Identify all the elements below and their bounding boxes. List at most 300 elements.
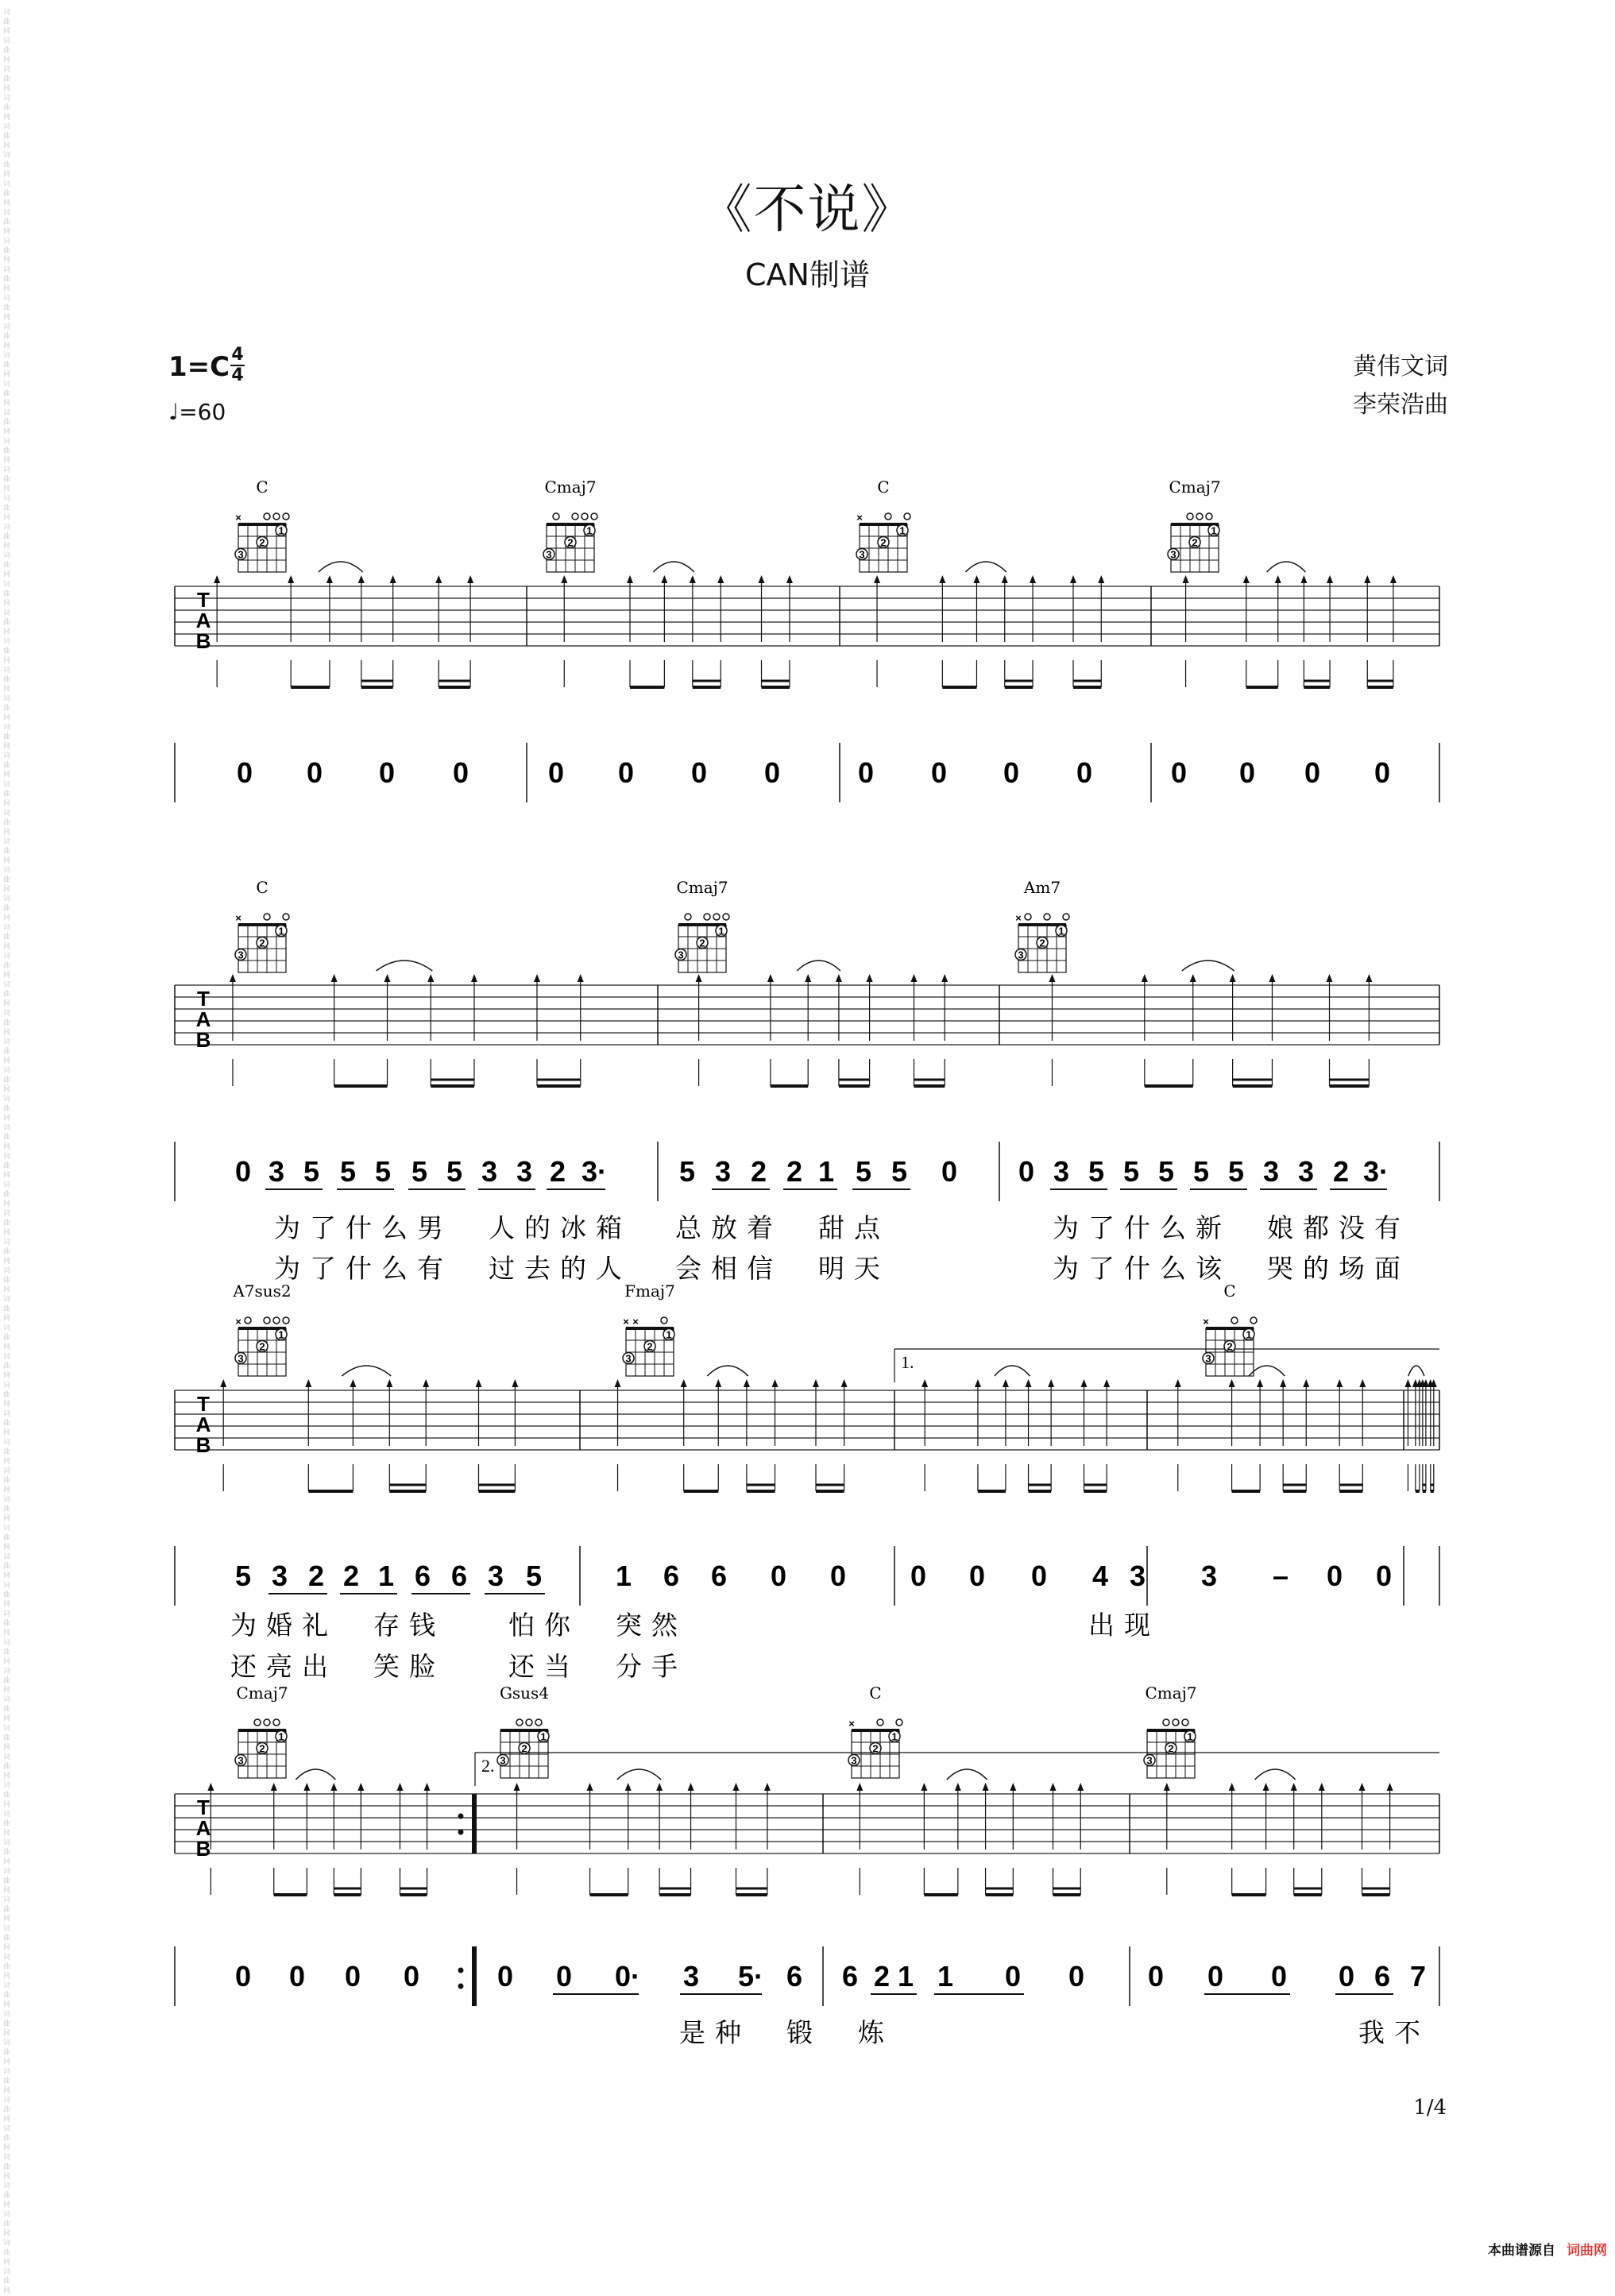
jianpu-note: 2 xyxy=(786,1155,803,1188)
open-string-marker xyxy=(283,914,289,920)
muted-string-marker: × xyxy=(235,912,241,924)
strum-arrow xyxy=(1098,575,1104,583)
jianpu-note: 6 xyxy=(786,1960,803,1993)
jianpu-note: 7 xyxy=(1409,1960,1427,1993)
time-signature-top: 4 xyxy=(231,345,244,365)
tie-arc xyxy=(319,562,363,572)
tie-arc xyxy=(995,1366,1030,1376)
music-system-1 xyxy=(175,562,1439,802)
jianpu-note: 6 xyxy=(710,1560,728,1592)
lyric-line: 为了什么有 过去的人 xyxy=(274,1253,632,1284)
strum-arrow xyxy=(1257,1379,1263,1387)
jianpu-note: 0 xyxy=(829,1560,847,1592)
strum-arrow xyxy=(661,575,667,583)
jianpu-note: 2 xyxy=(549,1155,566,1188)
music-system-3 xyxy=(175,1349,1439,1682)
chord-diagram-am7 xyxy=(1015,878,1069,972)
strum-arrow xyxy=(813,1379,819,1387)
jianpu-note: 0 xyxy=(1238,756,1256,789)
tab-clef-a: A xyxy=(195,609,211,632)
jianpu-note: 3 xyxy=(271,1560,288,1592)
strum-arrow xyxy=(271,1783,277,1791)
jianpu-note: 1 xyxy=(937,1960,954,1993)
strum-arrow xyxy=(397,1783,404,1791)
strum-arrow xyxy=(836,974,842,982)
song-title: 《不说》 xyxy=(699,179,916,240)
strum-arrow xyxy=(424,1783,431,1791)
chord-name-label: Cmaj7 xyxy=(544,477,597,497)
jianpu-note: 3 xyxy=(682,1960,700,1993)
open-string-marker xyxy=(723,914,729,920)
strum-arrow xyxy=(1003,1379,1009,1387)
strum-arrow xyxy=(975,1379,981,1387)
lyric-line: 为了什么该 哭的场面 xyxy=(1053,1253,1410,1284)
muted-string-marker: × xyxy=(856,512,863,524)
jianpu-note: 5 xyxy=(1157,1155,1175,1188)
finger-number: 3 xyxy=(1205,1352,1211,1365)
tempo-marking: ♩=60 xyxy=(168,399,226,425)
strum-arrow xyxy=(911,974,918,982)
strum-arrow xyxy=(1164,1783,1170,1791)
strum-arrow xyxy=(1183,575,1189,583)
tab-clef-b: B xyxy=(195,1837,211,1861)
tie-arc xyxy=(377,961,433,971)
muted-string-marker: × xyxy=(1203,1316,1209,1328)
open-string-marker xyxy=(553,513,559,520)
tab-clef-a: A xyxy=(195,1413,211,1436)
finger-number: 2 xyxy=(880,536,887,549)
jianpu-note: 0 xyxy=(930,756,948,789)
finger-number: 2 xyxy=(521,1742,527,1755)
jianpu-note: 3 xyxy=(1129,1560,1146,1592)
jianpu-note: 0 xyxy=(1375,1560,1393,1592)
jianpu-note: 2 xyxy=(750,1155,767,1188)
muted-string-marker: × xyxy=(235,512,241,524)
strum-arrow xyxy=(627,575,633,583)
open-string-marker xyxy=(581,513,588,520)
open-string-marker xyxy=(591,513,597,520)
tab-clef-t: T xyxy=(197,1795,210,1819)
strum-arrow xyxy=(1280,1379,1286,1387)
finger-number: 1 xyxy=(718,925,724,937)
open-string-marker xyxy=(264,1719,270,1726)
strum-arrow xyxy=(305,1379,311,1387)
strum-arrow xyxy=(786,575,793,583)
jianpu-note: 0 xyxy=(1018,1155,1035,1188)
lyric-line: 为了什么男 人的冰箱 xyxy=(274,1212,632,1243)
finger-number: 2 xyxy=(872,1742,879,1755)
open-string-marker xyxy=(904,513,910,520)
strum-arrow xyxy=(1050,1783,1057,1791)
strum-arrow xyxy=(921,1379,928,1387)
finger-number: 1 xyxy=(540,1730,547,1743)
muted-string-marker: × xyxy=(848,1718,855,1730)
chord-name-label: C xyxy=(1223,1281,1236,1301)
finger-number: 2 xyxy=(567,536,574,549)
finger-number: 3 xyxy=(238,1352,244,1365)
open-string-marker xyxy=(526,1719,532,1726)
strum-arrow xyxy=(1229,1379,1235,1387)
jianpu-note: 5 xyxy=(525,1560,543,1592)
tie-arc xyxy=(1408,1366,1424,1376)
jianpu-note: 5 xyxy=(855,1155,872,1188)
strum-arrow xyxy=(1077,1783,1084,1791)
strum-arrow xyxy=(534,974,540,982)
strum-arrow xyxy=(476,1379,482,1387)
finger-number: 3 xyxy=(238,548,244,561)
finger-number: 1 xyxy=(278,1328,284,1341)
jianpu-note: 0 xyxy=(496,1960,514,1993)
tie-arc xyxy=(797,961,840,971)
source-footer-brand: 词曲网 xyxy=(1567,2243,1607,2259)
strum-arrow xyxy=(1263,1783,1269,1791)
strum-arrow xyxy=(1230,974,1236,982)
jianpu-note: 5 xyxy=(374,1155,392,1188)
jianpu-note: 5 xyxy=(1088,1155,1105,1188)
chord-name-label: Cmaj7 xyxy=(676,878,728,897)
jianpu-note: 5 xyxy=(891,1155,908,1188)
muted-string-marker: × xyxy=(235,1316,241,1328)
open-string-marker xyxy=(685,914,691,920)
strum-arrow xyxy=(696,974,702,982)
open-string-marker xyxy=(264,513,270,520)
finger-number: 2 xyxy=(259,536,265,549)
strum-arrow xyxy=(423,1379,429,1387)
strum-arrow xyxy=(744,1379,750,1387)
muted-string-marker: × xyxy=(623,1316,629,1328)
jianpu-note: 2 xyxy=(873,1960,891,1993)
strum-arrow xyxy=(1319,1783,1325,1791)
jianpu-note: 5 xyxy=(303,1155,320,1188)
jianpu-note: 0 xyxy=(1326,1560,1343,1592)
jianpu-note: 0 xyxy=(968,1560,986,1592)
volta-number: 2. xyxy=(481,1756,495,1776)
strum-arrow xyxy=(1404,1379,1411,1387)
chord-name-label: C xyxy=(256,878,269,897)
strum-arrow xyxy=(350,1379,356,1387)
chord-diagram-c xyxy=(1203,1281,1257,1376)
strum-arrow xyxy=(1364,575,1370,583)
chord-diagram-cmaj7 xyxy=(675,878,729,972)
chord-diagram-cmaj7 xyxy=(543,477,597,572)
open-string-marker xyxy=(713,914,720,920)
jianpu-note: 0 xyxy=(1338,1960,1355,1993)
strum-arrow xyxy=(772,1379,779,1387)
strum-arrow xyxy=(1030,575,1036,583)
jianpu-note: 0 xyxy=(1068,1960,1085,1993)
strum-arrow xyxy=(1275,575,1281,583)
lyric-line: 是种 锻 炼 xyxy=(679,2017,894,2048)
jianpu-note: 0 xyxy=(403,1960,420,1993)
finger-number: 1 xyxy=(1246,1328,1252,1341)
chord-diagram-cmaj7 xyxy=(235,1683,288,1778)
chord-diagram-fmaj7 xyxy=(623,1281,675,1376)
volta-number: 1. xyxy=(901,1352,914,1372)
strum-arrow xyxy=(1243,575,1250,583)
chord-name-label: C xyxy=(877,477,890,497)
music-system-4 xyxy=(175,1753,1439,2048)
strum-arrow xyxy=(1336,1379,1343,1387)
finger-number: 2 xyxy=(259,937,265,949)
tie-arc xyxy=(947,1769,987,1780)
jianpu-note: 0 xyxy=(344,1960,361,1993)
strum-arrow xyxy=(615,1379,621,1387)
finger-number: 3 xyxy=(851,1754,857,1767)
strum-arrow xyxy=(390,575,396,583)
open-string-marker xyxy=(254,1719,261,1726)
lyric-line: 会相信 明天 xyxy=(675,1253,890,1284)
strum-arrow xyxy=(690,575,696,583)
finger-number: 2 xyxy=(259,1742,265,1755)
chord-name-label: Fmaj7 xyxy=(624,1281,675,1301)
finger-number: 3 xyxy=(1146,1754,1153,1767)
strum-arrow xyxy=(939,575,945,583)
strum-arrow xyxy=(1002,575,1008,583)
open-string-marker xyxy=(1044,914,1050,920)
finger-number: 2 xyxy=(259,1340,265,1353)
jianpu-note: 0 xyxy=(1170,756,1188,789)
tie-arc xyxy=(653,562,694,572)
jianpu-note: 0 xyxy=(234,1155,252,1188)
lyric-line: 我不 xyxy=(1358,2017,1430,2048)
chord-diagram-c xyxy=(235,878,289,972)
jianpu-note: 3 xyxy=(487,1560,504,1592)
lyric-line: 还当 分手 xyxy=(508,1651,687,1682)
lyric-line: 总放着 甜点 xyxy=(675,1212,890,1243)
jianpu-note: 0 xyxy=(763,756,781,789)
tab-clef-b: B xyxy=(195,1433,211,1457)
jianpu-note: 3 xyxy=(1262,1155,1280,1188)
chord-diagram-cmaj7 xyxy=(1144,1683,1197,1778)
finger-number: 1 xyxy=(899,524,906,537)
strum-arrow xyxy=(467,575,473,583)
jianpu-note: 5 xyxy=(1227,1155,1245,1188)
strum-arrow xyxy=(1070,575,1076,583)
open-string-marker xyxy=(661,1317,667,1324)
jianpu-note: 5· xyxy=(737,1960,764,1993)
jianpu-note: 2 xyxy=(342,1560,360,1592)
jianpu-note: 3 xyxy=(516,1155,533,1188)
jianpu-note: 0 xyxy=(234,1960,252,1993)
strum-arrow xyxy=(514,1783,520,1791)
chord-name-label: Am7 xyxy=(1023,878,1061,897)
lyric-line: 为婚礼 存钱 xyxy=(230,1610,445,1641)
jianpu-note: 0 xyxy=(910,1560,927,1592)
jianpu-note: 5 xyxy=(446,1155,463,1188)
strum-arrow xyxy=(578,974,584,982)
tab-clef-t: T xyxy=(197,987,210,1011)
strum-arrow xyxy=(1291,1783,1297,1791)
open-string-marker xyxy=(1206,513,1212,520)
strum-arrow xyxy=(1366,974,1372,982)
jianpu-note: 0 xyxy=(1003,756,1020,789)
jianpu-note: 0 xyxy=(452,756,469,789)
jianpu-note: 3 xyxy=(1053,1155,1070,1188)
strum-arrow xyxy=(1269,974,1275,982)
tab-clef-t: T xyxy=(197,588,210,612)
finger-number: 1 xyxy=(278,524,284,537)
strum-arrow xyxy=(874,575,880,583)
strum-arrow xyxy=(867,974,873,982)
open-string-marker xyxy=(273,513,280,520)
finger-number: 2 xyxy=(1168,1742,1174,1755)
strum-arrow xyxy=(805,974,811,982)
repeat-thick-bar xyxy=(472,1794,477,1853)
open-string-marker xyxy=(1163,1719,1169,1726)
jianpu-note: 2 xyxy=(1332,1155,1350,1188)
jianpu-note: – xyxy=(1272,1560,1289,1592)
jianpu-note: 4 xyxy=(1091,1560,1109,1592)
strum-arrow xyxy=(973,575,979,583)
jianpu-note: 0 xyxy=(1147,1960,1165,1993)
chord-name-label: Cmaj7 xyxy=(1145,1683,1197,1703)
tab-clef-t: T xyxy=(197,1392,210,1416)
strum-arrow xyxy=(1103,1379,1110,1387)
open-string-marker xyxy=(264,1317,270,1324)
open-string-marker xyxy=(1182,1719,1188,1726)
strum-arrow xyxy=(207,1783,214,1791)
open-string-marker xyxy=(1231,1317,1238,1324)
lyric-line: 还亮出 笑脸 xyxy=(230,1651,445,1682)
strum-arrow xyxy=(759,575,765,583)
strum-arrow xyxy=(330,1783,337,1791)
strum-arrow xyxy=(625,1783,632,1791)
jianpu-note: 0 xyxy=(288,1960,306,1993)
strum-arrow xyxy=(214,575,220,583)
strum-arrow xyxy=(1048,1379,1054,1387)
finger-number: 1 xyxy=(891,1730,898,1743)
jianpu-note: 0 xyxy=(857,756,875,789)
strum-arrow xyxy=(983,1783,989,1791)
jianpu-note: 3· xyxy=(581,1155,608,1188)
page-number: 1/4 xyxy=(1413,2096,1447,2120)
jianpu-note: 6 xyxy=(1374,1960,1391,1993)
strum-arrow xyxy=(717,575,724,583)
strum-arrow xyxy=(561,575,567,583)
jianpu-note: 6 xyxy=(841,1960,859,1993)
strum-arrow xyxy=(941,974,948,982)
jianpu-note: 2 xyxy=(307,1560,325,1592)
jianpu-note: 0 xyxy=(1076,756,1093,789)
jianpu-note: 0 xyxy=(1004,1960,1022,1993)
strum-arrow xyxy=(1390,575,1397,583)
strum-arrow xyxy=(435,575,442,583)
lyric-line: 为了什么新 娘都没有 xyxy=(1053,1212,1410,1243)
chord-name-label: Cmaj7 xyxy=(236,1683,288,1703)
jianpu-note: 0 xyxy=(1030,1560,1048,1592)
jianpu-note: 1 xyxy=(897,1960,914,1993)
strum-arrow xyxy=(1026,1379,1032,1387)
strum-arrow xyxy=(471,974,477,982)
jianpu-note: 1 xyxy=(615,1560,632,1592)
finger-number: 1 xyxy=(278,1730,284,1743)
finger-number: 1 xyxy=(1058,925,1064,937)
strum-arrow xyxy=(1229,1783,1235,1791)
open-string-marker xyxy=(1173,1719,1179,1726)
muted-string-marker: × xyxy=(1015,912,1022,924)
strum-arrow xyxy=(1300,575,1307,583)
chord-diagram-a7sus2 xyxy=(232,1281,291,1376)
jianpu-note: 0 xyxy=(306,756,323,789)
chord-name-label: C xyxy=(869,1683,882,1703)
repeat-thick-bar-jianpu xyxy=(472,1946,477,2006)
strum-arrow xyxy=(688,1783,694,1791)
jianpu-note: 3 xyxy=(1200,1560,1218,1592)
jianpu-note: 0 xyxy=(690,756,708,789)
jianpu-note: 0 xyxy=(617,756,635,789)
jianpu-note: 0 xyxy=(1207,1960,1224,1993)
strum-arrow xyxy=(656,1783,663,1791)
strum-arrow xyxy=(841,1379,848,1387)
strum-arrow xyxy=(587,1783,593,1791)
jianpu-note: 3 xyxy=(268,1155,285,1188)
muted-string-marker: × xyxy=(632,1316,639,1328)
open-string-marker xyxy=(704,914,710,920)
jianpu-note: 0 xyxy=(1374,756,1391,789)
finger-number: 2 xyxy=(647,1340,653,1353)
jianpu-note: 6 xyxy=(414,1560,431,1592)
strum-arrow xyxy=(1327,575,1333,583)
strum-arrow xyxy=(764,1783,771,1791)
strum-arrow xyxy=(384,974,391,982)
strum-arrow xyxy=(386,1379,392,1387)
jianpu-note: 0 xyxy=(547,756,565,789)
strum-arrow xyxy=(427,974,434,982)
repeat-dot xyxy=(458,1968,464,1973)
chord-diagram-c xyxy=(235,477,289,572)
strum-arrow xyxy=(512,1379,518,1387)
arranger-credit: CAN制谱 xyxy=(745,257,870,292)
finger-number: 3 xyxy=(238,949,244,961)
finger-number: 1 xyxy=(666,1328,672,1341)
tie-arc xyxy=(342,1366,391,1376)
time-signature-bottom: 4 xyxy=(231,365,244,385)
chord-name-label: A7sus2 xyxy=(233,1281,292,1301)
strum-arrow xyxy=(358,575,365,583)
tie-arc xyxy=(1267,562,1306,572)
finger-number: 1 xyxy=(278,925,284,937)
open-string-marker xyxy=(1025,914,1031,920)
strum-arrow xyxy=(767,974,774,982)
open-string-marker xyxy=(264,914,270,920)
finger-number: 2 xyxy=(1192,536,1198,549)
finger-number: 1 xyxy=(1211,524,1217,537)
strum-arrow xyxy=(303,1783,310,1791)
finger-number: 1 xyxy=(586,524,593,537)
tab-clef-b: B xyxy=(195,1028,211,1052)
chord-diagram-cmaj7 xyxy=(1168,477,1221,572)
chord-diagram-c xyxy=(856,477,910,572)
strum-arrow xyxy=(331,974,338,982)
jianpu-note: 0 xyxy=(1270,1960,1288,1993)
strum-arrow xyxy=(715,1379,721,1387)
finger-number: 3 xyxy=(678,949,684,961)
strum-arrow xyxy=(230,974,236,982)
repeat-dot xyxy=(458,1814,464,1819)
jianpu-note: 6 xyxy=(450,1560,468,1592)
jianpu-note: 0 xyxy=(1304,756,1321,789)
lyric-line: 怕你 突然 xyxy=(508,1610,687,1641)
jianpu-note: 5 xyxy=(411,1155,428,1188)
jianpu-note: 5 xyxy=(678,1155,696,1188)
open-string-marker xyxy=(1250,1317,1257,1324)
jianpu-note: 0· xyxy=(614,1960,641,1993)
open-string-marker xyxy=(1196,513,1203,520)
jianpu-note: 5 xyxy=(339,1155,357,1188)
open-string-marker xyxy=(1187,513,1193,520)
chord-diagram-c xyxy=(848,1683,902,1778)
strum-arrow xyxy=(1359,1783,1366,1791)
